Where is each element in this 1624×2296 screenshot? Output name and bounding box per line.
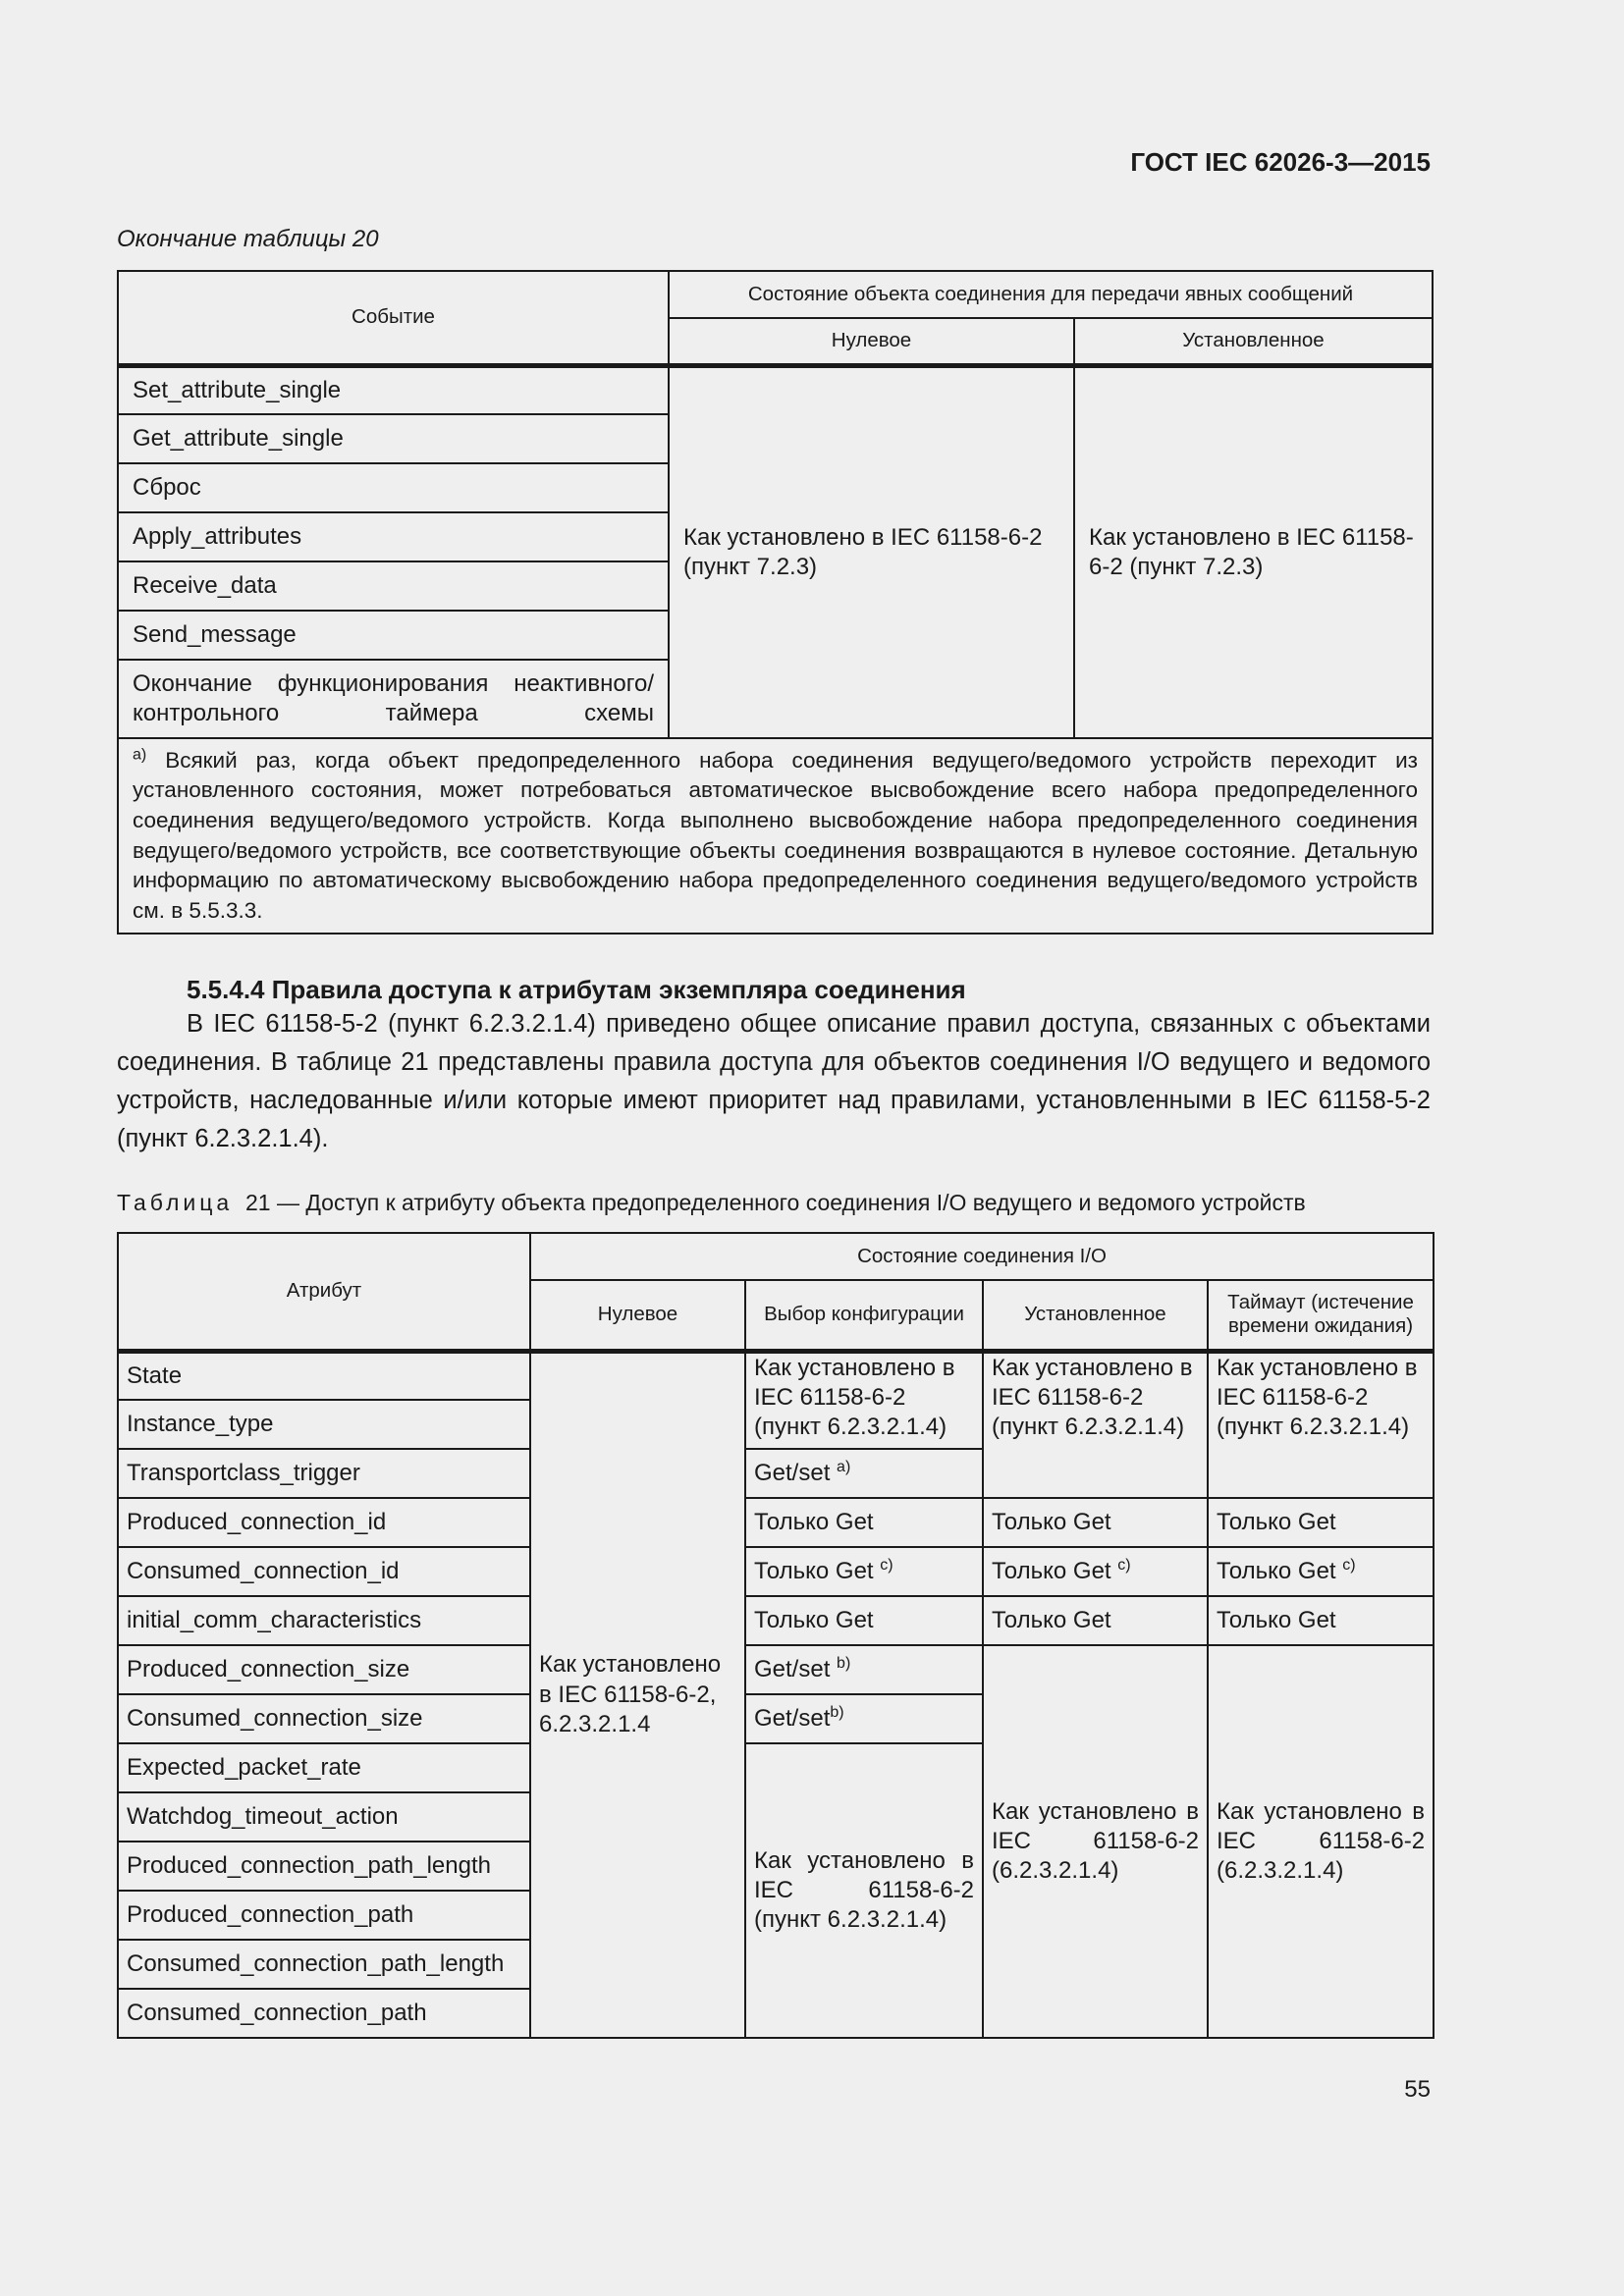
note-mark: a) <box>837 1458 851 1475</box>
attribute-cell: Transportclass_trigger <box>118 1449 530 1498</box>
config-value-cell: Только Get <box>745 1498 983 1547</box>
value-text: Только Get <box>1217 1557 1336 1584</box>
value-text: Get/set <box>754 1459 831 1486</box>
attribute-cell: Consumed_connection_size <box>118 1694 530 1743</box>
timeout-value-cell <box>1208 1547 1434 1596</box>
table-21 <box>117 1232 1435 2039</box>
config-value-cell <box>745 1645 983 1694</box>
zero-value-cell: Как установлено в IEC 61158-6-2 (пункт 7.2.3) <box>669 365 1074 738</box>
section-heading: 5.5.4.4 Правила доступа к атрибутам экземпляра соединения <box>187 975 966 1004</box>
attribute-cell: initial_comm_characteristics <box>118 1596 530 1645</box>
document-header: ГОСТ IEC 62026-3—2015 <box>1130 147 1431 177</box>
header-col-zero: Нулевое <box>530 1280 745 1351</box>
value-text: Только Get <box>754 1557 874 1584</box>
table21-caption <box>117 1190 1306 1216</box>
zero-value-cell: Как установлено в IEC 61158-6-2, 6.2.3.2.1.4 <box>530 1351 745 2038</box>
event-cell: Окончание функционирования неактивного/ контрольного таймера схемы <box>118 660 669 738</box>
config-value-cell <box>745 1694 983 1743</box>
table20-footnote <box>118 738 1433 934</box>
table21-caption-prefix: Таблица <box>117 1190 234 1215</box>
table21-caption-text: 21 — Доступ к атрибуту объекта предопределенного соединения I/O ведущего и ведомого устройств <box>244 1190 1306 1215</box>
attribute-cell: State <box>118 1351 530 1400</box>
attribute-cell: Produced_connection_size <box>118 1645 530 1694</box>
attribute-cell: Instance_type <box>118 1400 530 1449</box>
attribute-cell: Produced_connection_id <box>118 1498 530 1547</box>
header-attribute: Атрибут <box>118 1233 530 1351</box>
page-number: 55 <box>1404 2076 1431 2103</box>
attribute-cell: Produced_connection_path_length <box>118 1842 530 1891</box>
table20-caption: Окончание таблицы 20 <box>117 226 379 252</box>
timeout-value-cell: Как установлено в IEC 61158-6-2 (6.2.3.2.1.4) <box>1208 1645 1434 2038</box>
value-text: Get/set <box>754 1655 831 1682</box>
attribute-cell: Expected_packet_rate <box>118 1743 530 1792</box>
event-cell: Apply_attributes <box>118 512 669 561</box>
table-20 <box>117 270 1434 934</box>
note-mark: b) <box>837 1654 851 1672</box>
timeout-value-cell: Как установлено в IEC 61158-6-2 (пункт 6.2.3.2.1.4) <box>1208 1351 1434 1498</box>
established-value-cell: Только Get <box>983 1498 1208 1547</box>
established-value-cell: Как установлено в IEC 61158-6-2 (пункт 7.2.3) <box>1074 365 1433 738</box>
footnote-text: Всякий раз, когда объект предопределенного набора соединения ведущего/ведомого устройств переходит из установленного состояния, может потребоваться автоматическое высвобождение всего набора предопределенного соединения ведущего/ведомого устройств. Когда выполнено высвобождение набора предопределенного соединения ведущего/ведомого устройств, все соответствующие объекты соединения возвращаются в нулевое состояние. Детальную информацию по автоматическому высвобождению набора предопределенного соединения ведущего/ведомого устройств см. в 5.5.3.3. <box>133 747 1418 923</box>
event-cell: Send_message <box>118 611 669 660</box>
config-value-cell <box>745 1449 983 1498</box>
section-paragraph: В IEC 61158-5-2 (пункт 6.2.3.2.1.4) приведено общее описание правил доступа, связанных с объектами соединения. В таблице 21 представлены правила доступа для объектов соединения I/O ведущего и ведомого устройств, наследованные и/или которые имеют приоритет над правилами, установленными в IEC 61158-5-2 (пункт 6.2.3.2.1.4). <box>117 1010 1431 1152</box>
note-mark: c) <box>1342 1556 1356 1574</box>
established-value-cell: Как установлено в IEC 61158-6-2 (6.2.3.2.1.4) <box>983 1645 1208 2038</box>
attribute-cell: Consumed_connection_path_length <box>118 1940 530 1989</box>
attribute-cell: Watchdog_timeout_action <box>118 1792 530 1842</box>
value-text: Get/set <box>754 1704 831 1732</box>
header-col-zero: Нулевое <box>669 318 1074 365</box>
note-mark: b) <box>830 1703 844 1721</box>
timeout-value-cell: Только Get <box>1208 1596 1434 1645</box>
event-cell: Receive_data <box>118 561 669 611</box>
value-text: Только Get <box>992 1557 1111 1584</box>
note-mark: c) <box>1117 1556 1131 1574</box>
attribute-cell: Consumed_connection_id <box>118 1547 530 1596</box>
note-mark: c) <box>880 1556 893 1574</box>
established-value-cell: Как установлено в IEC 61158-6-2 (пункт 6.2.3.2.1.4) <box>983 1351 1208 1498</box>
footnote-mark: a) <box>133 746 147 764</box>
config-value-cell: Только Get <box>745 1596 983 1645</box>
config-value-cell <box>745 1547 983 1596</box>
event-cell: Сброс <box>118 463 669 512</box>
header-col-established: Установленное <box>983 1280 1208 1351</box>
established-value-cell <box>983 1547 1208 1596</box>
event-cell: Get_attribute_single <box>118 414 669 463</box>
config-value-cell: Как установлено в IEC 61158-6-2 (пункт 6.2.3.2.1.4) <box>745 1351 983 1449</box>
header-col-config: Выбор конфигурации <box>745 1280 983 1351</box>
event-cell: Set_attribute_single <box>118 365 669 414</box>
header-col-established: Установленное <box>1074 318 1433 365</box>
header-event: Событие <box>118 271 669 365</box>
header-state: Состояние объекта соединения для передачи явных сообщений <box>669 271 1433 318</box>
config-value-cell: Как установлено в IEC 61158-6-2 (пункт 6.2.3.2.1.4) <box>745 1743 983 2038</box>
attribute-cell: Produced_connection_path <box>118 1891 530 1940</box>
attribute-cell: Consumed_connection_path <box>118 1989 530 2038</box>
timeout-value-cell: Только Get <box>1208 1498 1434 1547</box>
header-state: Состояние соединения I/O <box>530 1233 1434 1280</box>
established-value-cell: Только Get <box>983 1596 1208 1645</box>
header-col-timeout: Таймаут (истечение времени ожидания) <box>1208 1280 1434 1351</box>
